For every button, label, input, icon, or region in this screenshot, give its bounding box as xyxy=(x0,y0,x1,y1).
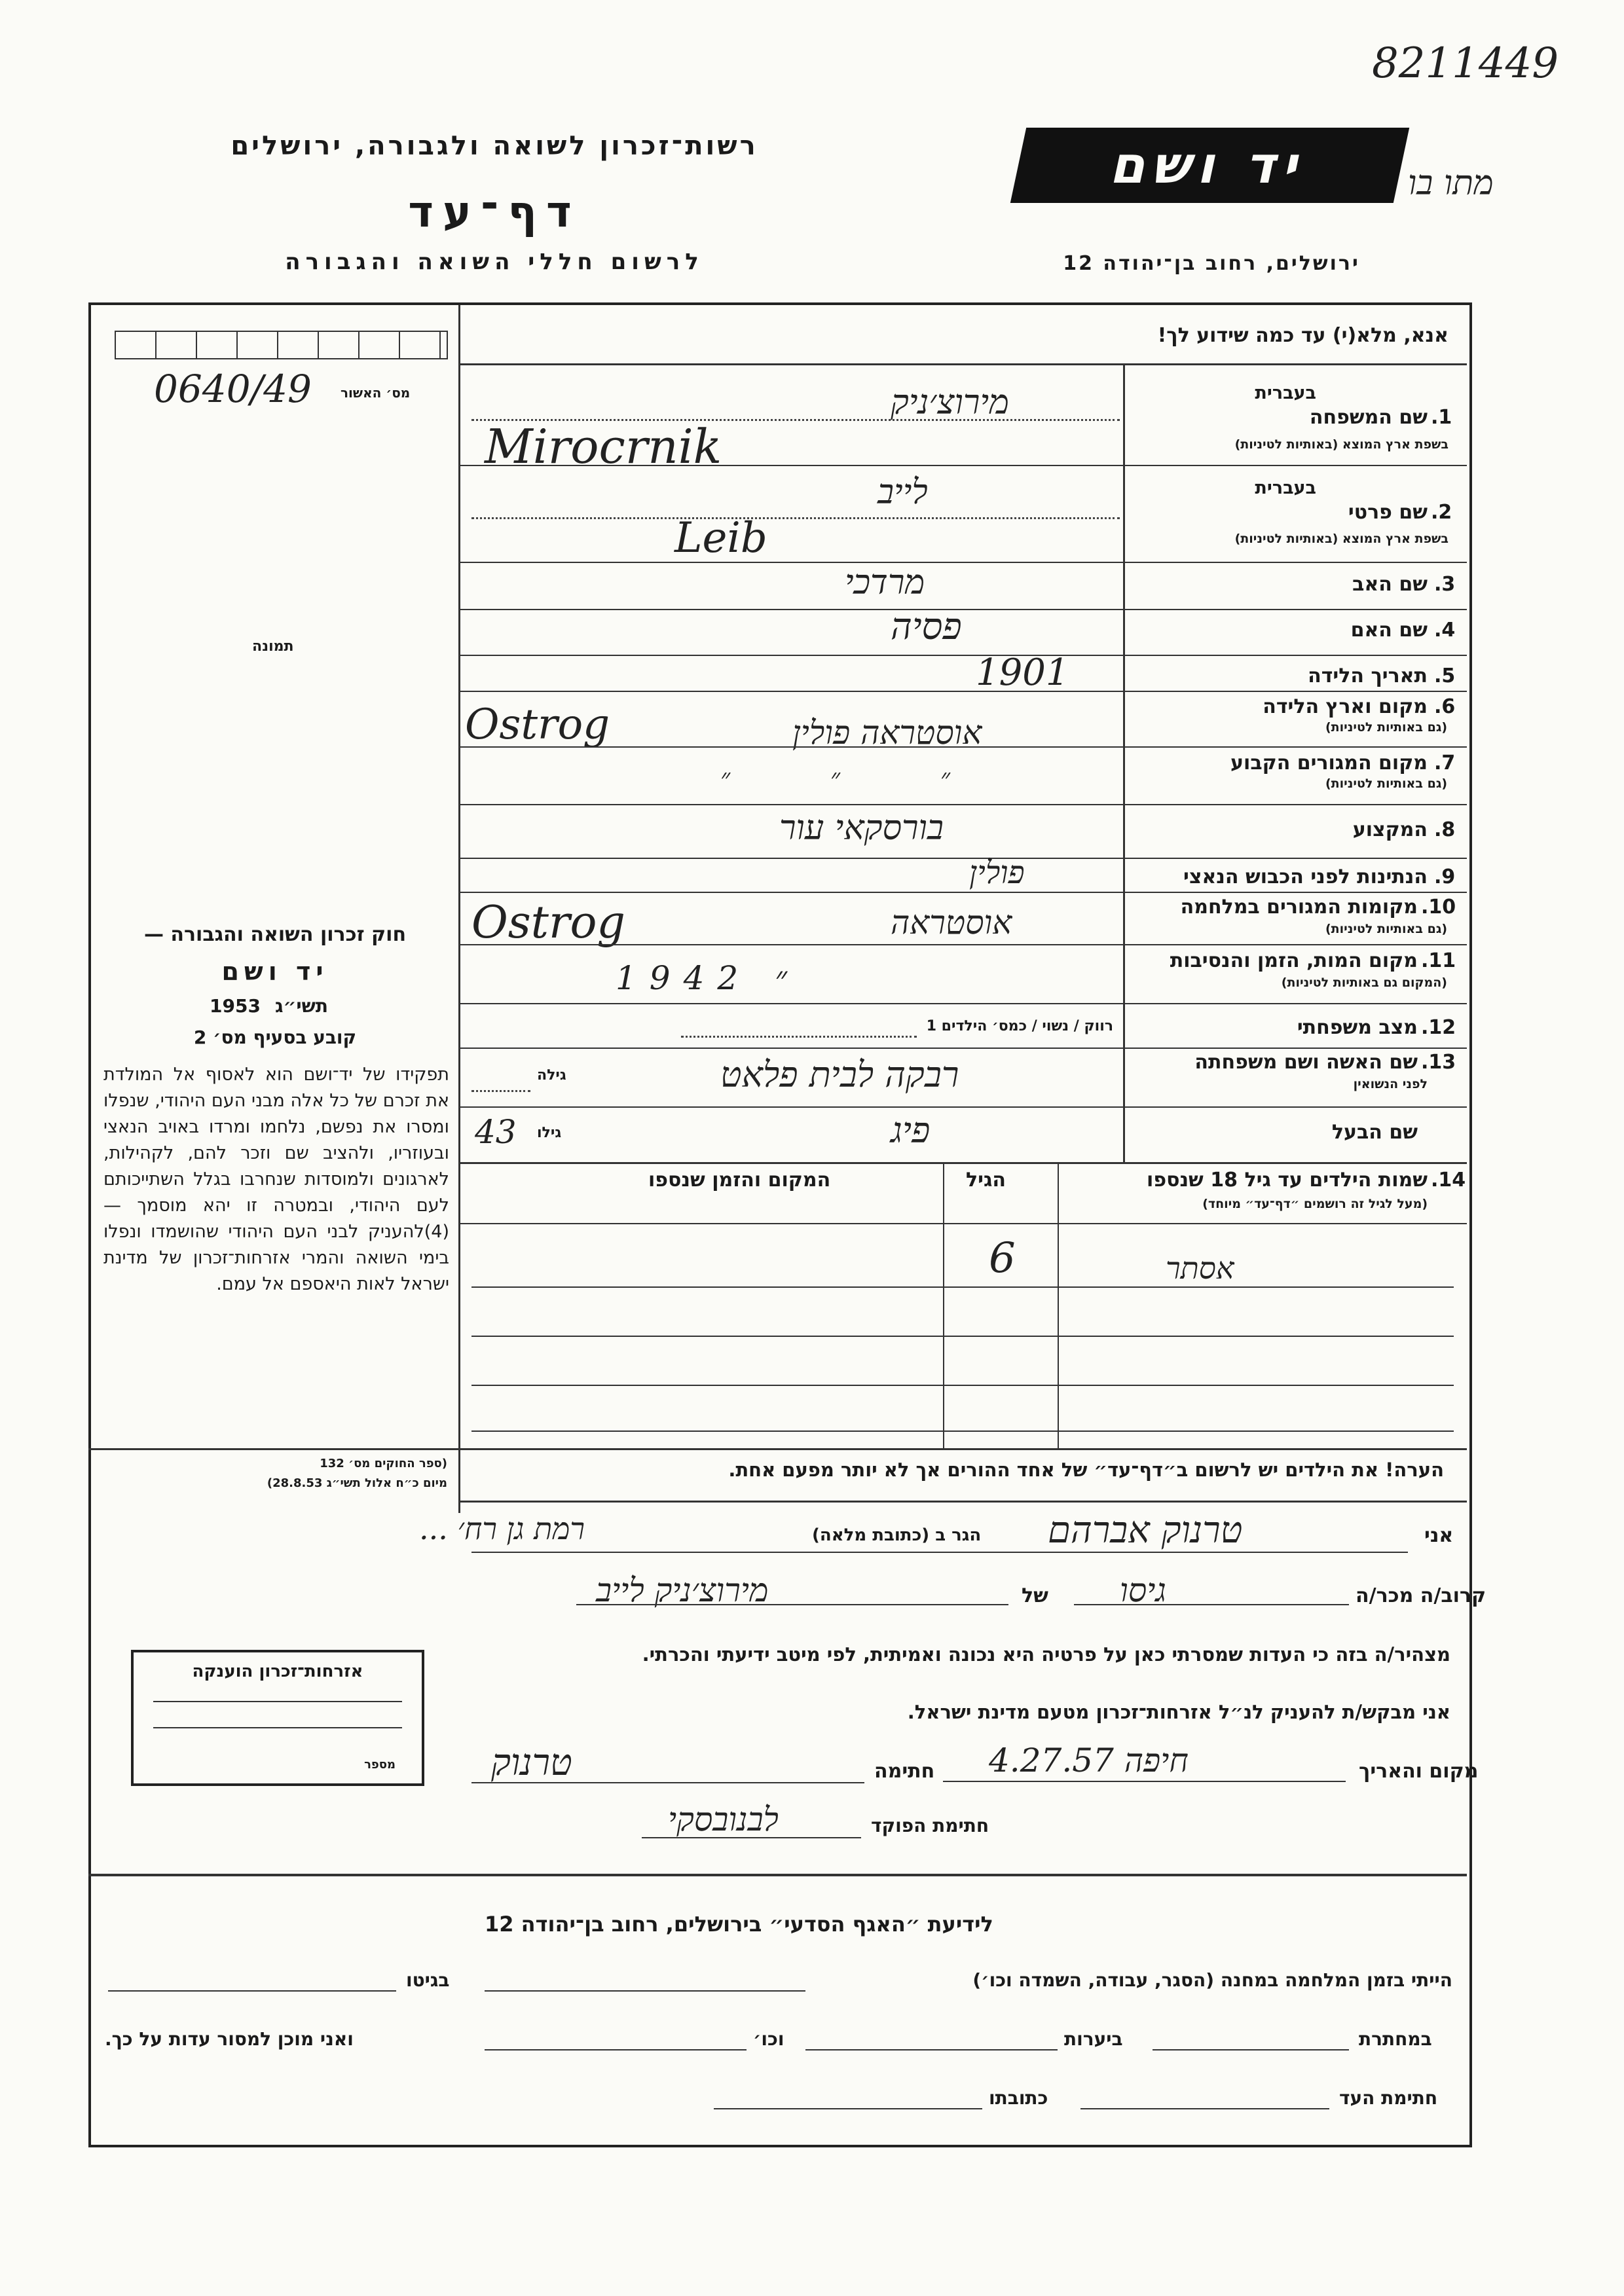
left-panel-divider xyxy=(458,305,460,1513)
row-divider xyxy=(458,1003,1467,1004)
field-13-sub: לפני הנשואין xyxy=(1353,1077,1428,1091)
field-10-value: אוסטראה xyxy=(891,903,1012,941)
field-7-label: מקום המגורים הקבוע xyxy=(1230,752,1428,774)
field-12-label: מצב משפחתי xyxy=(1297,1016,1418,1039)
footer-witness-signature-line xyxy=(1080,2108,1329,2109)
citizenship-line xyxy=(153,1701,402,1702)
field-1-hebrew-tag: בעברית xyxy=(1255,383,1316,403)
footer-camp-text: הייתי בזמן המלחמה במחנה (הסגר, עבודה, השמדה וכו׳) xyxy=(972,1969,1452,1991)
footer-ghetto-label: בגיטו xyxy=(406,1969,450,1991)
official-signature-line xyxy=(642,1837,861,1838)
row-divider xyxy=(458,892,1467,893)
children-note: הערה! את הילדים יש לרשום ב״דף־עד״ של אחד ההורים אך לא יותר מפעם אחת. xyxy=(728,1459,1444,1481)
relation-value: גיסו xyxy=(1120,1571,1166,1609)
field-11-value: ״ 1942 xyxy=(616,959,801,997)
field-6-number: 6. xyxy=(1434,695,1456,718)
of-label: של xyxy=(1022,1584,1048,1607)
official-signature: לבנובסקי xyxy=(668,1800,779,1838)
field-3-number: 3. xyxy=(1434,573,1456,596)
children-column-divider xyxy=(1058,1162,1059,1450)
field-7-value: ״ ״ ״ xyxy=(720,763,997,793)
row-divider xyxy=(458,858,1467,859)
section-divider xyxy=(88,1448,1467,1450)
field-5-value: 1901 xyxy=(976,651,1069,694)
field-6-latin-value: Ostrog xyxy=(465,701,610,749)
field-10-number: 10. xyxy=(1421,896,1456,919)
row-divider xyxy=(458,562,1467,563)
law-year-hebrew: תשי״ג xyxy=(275,995,328,1017)
footer-etc-label: וכו׳ xyxy=(753,2028,784,2050)
children-row-line xyxy=(471,1385,1454,1386)
citizenship-number-label: מספר xyxy=(364,1758,396,1772)
field-4-label: שם האם xyxy=(1350,619,1428,642)
children-title: שמות הילדים עד גיל 18 שנספו xyxy=(1147,1169,1428,1192)
footer-divider xyxy=(88,1874,1467,1876)
field-10-sub: (גם באותיות לטיניות) xyxy=(1325,922,1447,936)
field-13-value: רבקה לבית פלאט xyxy=(720,1054,959,1095)
declarant-name: טרנוק אברהם xyxy=(1048,1509,1243,1552)
authority-name: רשות־זכרון לשואה ולגבורה, ירושלים xyxy=(231,131,758,161)
field-11-number: 11. xyxy=(1421,949,1456,972)
footer-forests-label: ביערות xyxy=(1064,2028,1123,2050)
field-12-line xyxy=(681,1036,917,1038)
field-5-number: 5. xyxy=(1434,665,1456,687)
footer-underground-label: במחתרת xyxy=(1359,2028,1432,2050)
row-divider xyxy=(458,804,1467,805)
field-1-label: שם המשפחה xyxy=(1309,406,1428,429)
yad-vashem-logo: יד ושם xyxy=(1010,128,1409,203)
archive-number: 8211449 xyxy=(1372,39,1559,88)
label-column-divider xyxy=(1123,363,1125,1162)
address: ירושלים, רחוב בן־יהודה 12 xyxy=(1063,252,1360,275)
children-row-line xyxy=(471,1430,1454,1432)
footer-address-line xyxy=(714,2108,982,2109)
field-1-number: 1. xyxy=(1431,406,1452,429)
row-divider xyxy=(458,944,1467,945)
field-10-latin-value: Ostrog xyxy=(471,897,625,949)
place-date-label: מקום והאריך xyxy=(1359,1760,1479,1783)
declaration-statement: מצהיר/ה בזה כי העדות שמסרתי כאן על פרטיה היא נכונה ואמיתית, לפי מיטב ידיעתי והכרתי. xyxy=(642,1643,1450,1666)
children-column-divider xyxy=(943,1162,944,1450)
law-text: תפקידו של יד־ושם הוא לאסוף אל המולדת את זכרם של כל אלה מבני העם היהודי, שנפלו ומסרו את נפשם, נלחמו ומרדו באויב הנאצי ובעוזריו, ולהציב שם וזכר להם, לקהילות, לארגונים ולמוסדות שנחרבו בגלל השתייכותם לעם היהודי, ובמטרה זו יהא מוסמך — (4)להעניק לבני העם היהודי שהושמדו ונפלו בימי השואה והמרי אזרחות־זכרון של מדינת ישראל לאות היאספם אל עמם. xyxy=(103,1065,449,1294)
citizenship-title: אזרחות־זכרון הוענקה xyxy=(192,1662,363,1681)
field-5-label: תאריך הלידה xyxy=(1308,665,1428,687)
law-year: 1953 xyxy=(210,995,261,1017)
form-subtitle: לרשום חללי השואה והגבורה xyxy=(285,249,704,275)
signature-line xyxy=(471,1782,864,1783)
declaration-ani: אני xyxy=(1424,1524,1454,1547)
field-6-value: אוסטראה פולין xyxy=(792,714,982,752)
field-12-value: רווק / נשוי / כמס׳ הילדים 1 xyxy=(926,1018,1113,1034)
place-date-value: חיפה 4.27.57 xyxy=(989,1741,1189,1779)
field-13-age-line xyxy=(471,1090,530,1092)
field-6-sub: (גם באותיות לטיניות) xyxy=(1325,720,1447,735)
declaration-request: אני מבקש/ת להעניק לנ״ל אזרחות־זכרון מטעם מדינת ישראל. xyxy=(907,1701,1450,1723)
husband-name-label: שם הבעל xyxy=(1331,1121,1418,1144)
husband-age-label: גילו xyxy=(537,1125,562,1141)
citizenship-box xyxy=(131,1650,424,1786)
field-2-latin-value: Leib xyxy=(674,514,767,562)
field-1-latin-value: Mirocrnik xyxy=(485,419,722,474)
children-age-header: הגיל xyxy=(966,1169,1006,1192)
footer-ghetto-line xyxy=(108,1990,396,1992)
field-6-label: מקום וארץ הלידה xyxy=(1263,695,1428,718)
children-row-line xyxy=(471,1286,1454,1288)
of-name: מירוצ׳ניק לייב xyxy=(596,1571,769,1609)
row-divider xyxy=(458,655,1467,656)
field-11-sub: (המקום גם באותיות לטיניות) xyxy=(1281,975,1447,990)
field-1-sub: בשפת ארץ המוצא (באותיות לטיניות) xyxy=(1234,437,1449,452)
footer-etc-line xyxy=(485,2049,747,2050)
signature-label: חתימה xyxy=(874,1760,935,1783)
citizenship-line xyxy=(153,1727,402,1728)
confirmation-boxes xyxy=(115,331,448,359)
relation-line xyxy=(1074,1604,1349,1605)
confirmation-label: מס׳ האשור xyxy=(341,385,411,401)
footer-address-label: כתובתו xyxy=(989,2087,1048,2109)
field-7-sub: (גם באותיות לטיניות) xyxy=(1325,776,1447,791)
children-header-divider xyxy=(458,1223,1467,1224)
footer-heading: לידיעת ״האגף הסדעי״ בירושלים, רחוב בן־יהודה 12 xyxy=(485,1912,993,1937)
field-9-label: הנתינות לפני הכבוש הנאצי xyxy=(1183,866,1428,888)
field-10-label: מקומות המגורים במלחמה xyxy=(1180,896,1418,919)
field-2-number: 2. xyxy=(1431,501,1452,524)
field-7-number: 7. xyxy=(1434,752,1456,774)
footer-witness-signature-label: חתימת העד xyxy=(1339,2087,1438,2109)
corner-note: מתו בו xyxy=(1408,164,1494,203)
footer-testimony-text: ואני מוכן למסור עדות על כך. xyxy=(105,2028,354,2050)
field-8-number: 8. xyxy=(1434,818,1456,841)
children-number: 14. xyxy=(1431,1169,1466,1192)
row-divider xyxy=(458,1106,1467,1108)
law-name: יד ושם xyxy=(221,957,329,986)
field-8-value: בורסקאי עור xyxy=(779,809,944,848)
husband-name-value: פיג xyxy=(891,1110,931,1151)
footer-forests-line xyxy=(805,2049,1058,2050)
field-2-line xyxy=(471,517,1120,519)
field-13-number: 13. xyxy=(1421,1051,1456,1074)
field-1-hebrew-value: מירוצ׳ניק xyxy=(891,383,1009,422)
field-2-sub: בשפת ארץ המוצא (באותיות לטיניות) xyxy=(1234,532,1449,546)
address-line xyxy=(471,1552,1408,1553)
footer-camp-line xyxy=(485,1990,805,1992)
children-sub: (מעל לגיל זה רושמים ״דף־עד״ מיוחד) xyxy=(1202,1197,1428,1211)
field-3-value: מרדכי xyxy=(845,563,925,602)
instruction: אנא, מלא(י) עד כמה שידוע לך! xyxy=(1157,324,1449,347)
relation-label: קרוב/ה מכר/ה xyxy=(1356,1584,1486,1607)
law-reference-2: מיום כ״ח אלול תשי״ג 28.8.53) xyxy=(267,1476,447,1490)
law-title: חוק זכרון השואה והגבורה — xyxy=(143,923,407,946)
field-9-value: פולין xyxy=(969,854,1025,891)
field-4-value: פסיה xyxy=(891,606,962,648)
field-9-number: 9. xyxy=(1434,866,1456,888)
section-divider xyxy=(458,1501,1467,1503)
child-age: 6 xyxy=(989,1234,1016,1283)
official-signature-label: חתימת הפוקד xyxy=(871,1815,989,1836)
address-label: הגר ב (כתובת מלאה) xyxy=(812,1525,982,1545)
field-13-age-label: גילה xyxy=(537,1067,566,1084)
field-2-label: שם פרטי xyxy=(1348,501,1428,524)
law-reference-1: (ספר החוקים מס׳ 132 xyxy=(320,1457,447,1470)
field-4-number: 4. xyxy=(1434,619,1456,642)
of-line xyxy=(576,1604,1008,1605)
row-divider xyxy=(458,1162,1467,1164)
field-13-label: שם האשה ושם משפחתה xyxy=(1194,1051,1418,1074)
form-title: דף־עד xyxy=(408,187,581,237)
row-divider xyxy=(458,363,1467,365)
photo-label: תמונה xyxy=(252,638,294,655)
row-divider xyxy=(458,465,1467,466)
children-row-line xyxy=(471,1336,1454,1337)
husband-age-value: 43 xyxy=(475,1113,517,1151)
child-name: אסתר xyxy=(1166,1250,1234,1286)
field-2-hebrew-tag: בעברית xyxy=(1255,478,1316,498)
field-12-number: 12. xyxy=(1421,1016,1456,1039)
field-11-label: מקום המות, הזמן והנסיבות xyxy=(1170,949,1418,972)
confirmation-number: 0640/49 xyxy=(154,367,312,411)
row-divider xyxy=(458,691,1467,692)
row-divider xyxy=(458,1048,1467,1049)
field-3-label: שם האב xyxy=(1352,573,1428,596)
declarant-address: רמת גן רח׳ ... xyxy=(419,1511,585,1546)
footer-underground-line xyxy=(1153,2049,1349,2050)
place-date-line xyxy=(943,1781,1346,1782)
law-clause: קובע בסעיף מס׳ 2 xyxy=(193,1027,357,1048)
field-8-label: המקצוע xyxy=(1352,818,1428,841)
row-divider xyxy=(458,609,1467,610)
declarant-signature: טרנוק xyxy=(491,1741,572,1784)
row-divider xyxy=(458,746,1467,748)
field-2-hebrew-value: לייב xyxy=(877,473,928,512)
children-place-header: המקום והזמן שנספו xyxy=(648,1169,831,1192)
